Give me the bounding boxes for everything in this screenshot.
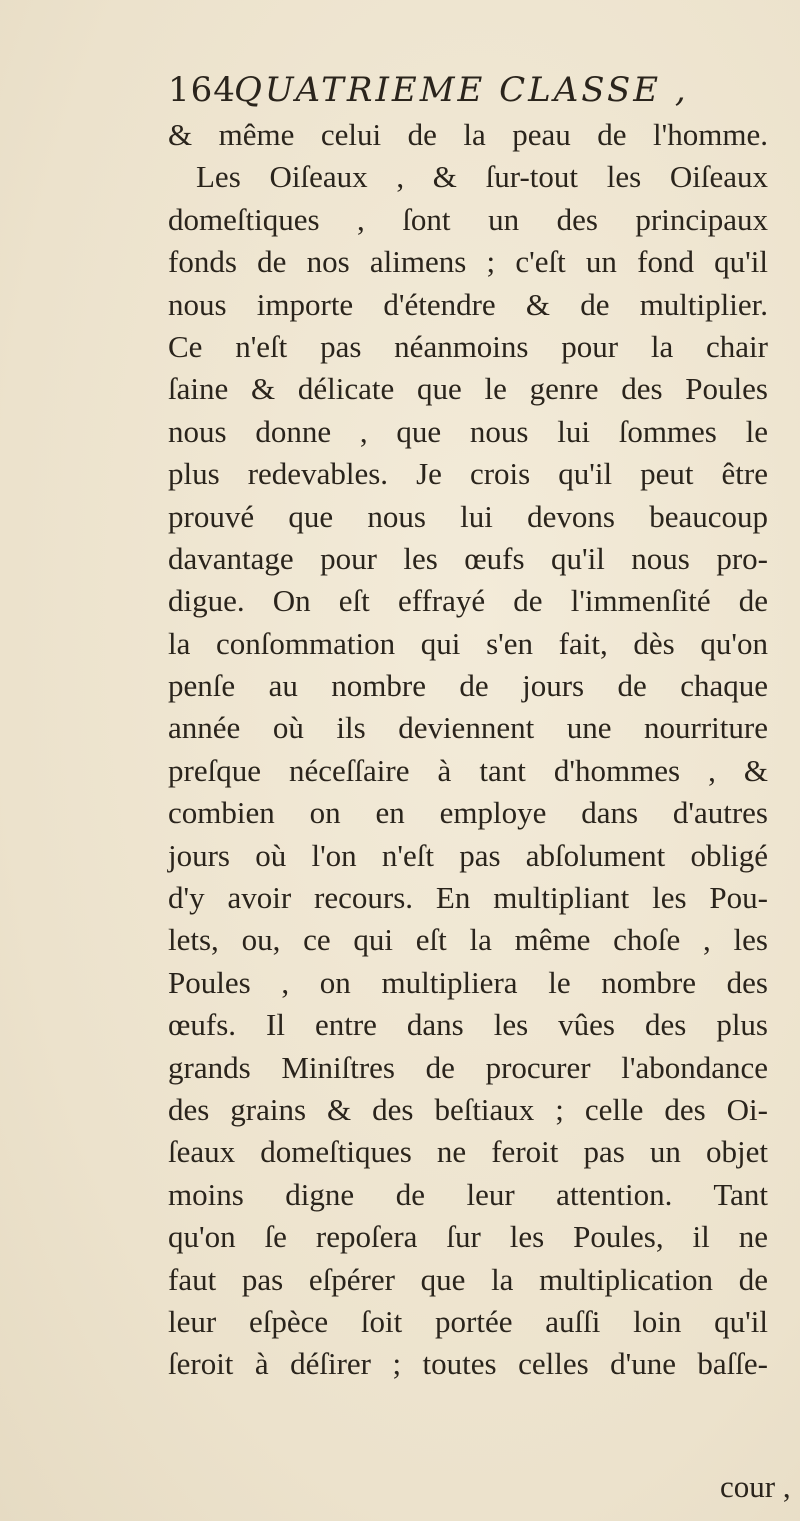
text-line: plus redevables. Je crois qu'il peut être bbox=[168, 456, 768, 492]
text-line: Ce n'eſt pas néanmoins pour la chair bbox=[168, 328, 768, 364]
page-header bbox=[168, 66, 768, 114]
body-text bbox=[168, 114, 768, 1386]
text-line: œufs. Il entre dans les vûes des plus bbox=[168, 1007, 768, 1043]
text-line: preſque néceſſaire à tant d'hommes , & bbox=[168, 752, 768, 788]
text-line: la conſommation qui s'en fait, dès qu'on bbox=[168, 625, 768, 661]
text-line: jours où l'on n'eſt pas abſolument obligé bbox=[168, 837, 768, 873]
text-line: année où ils deviennent une nourriture bbox=[168, 710, 768, 746]
text-line: grands Miniſtres de procurer l'abondance bbox=[168, 1049, 768, 1085]
text-line: ſeroit à déſirer ; toutes celles d'une baſſe- bbox=[168, 1346, 768, 1382]
running-title: QUATRIEME CLASSE , bbox=[234, 70, 689, 110]
text-line: Poules , on multipliera le nombre des bbox=[168, 964, 768, 1000]
text-line: d'y avoir recours. En multipliant les Pou- bbox=[168, 880, 768, 916]
text-line: davantage pour les œufs qu'il nous pro- bbox=[168, 540, 768, 576]
text-line: faut pas eſpérer que la multiplication de bbox=[168, 1261, 768, 1297]
catchword: cour , bbox=[720, 1469, 791, 1504]
text-line: lets, ou, ce qui eſt la même choſe , les bbox=[168, 922, 768, 958]
text-line: nous importe d'étendre & de multiplier. bbox=[168, 286, 768, 322]
text-line: qu'on ſe repoſera ſur les Poules, il ne bbox=[168, 1219, 768, 1255]
text-line: ſeaux domeſtiques ne feroit pas un objet bbox=[168, 1134, 768, 1170]
text-line: des grains & des beſtiaux ; celle des Oi- bbox=[168, 1091, 768, 1127]
page-number: 164 bbox=[168, 70, 236, 110]
text-line: combien on en employe dans d'autres bbox=[168, 795, 768, 831]
text-line: Les Oiſeaux , & ſur-tout les Oiſeaux bbox=[196, 159, 768, 195]
text-line: moins digne de leur attention. Tant bbox=[168, 1176, 768, 1212]
text-line: digue. On eſt effrayé de l'immenſité de bbox=[168, 583, 768, 619]
text-line: & même celui de la peau de l'homme. bbox=[168, 117, 768, 152]
text-line: leur eſpèce ſoit portée auſſi loin qu'il bbox=[168, 1303, 768, 1339]
text-line: prouvé que nous lui devons beaucoup bbox=[168, 498, 768, 534]
text-line: ſaine & délicate que le genre des Poules bbox=[168, 371, 768, 407]
text-line: nous donne , que nous lui ſommes le bbox=[168, 413, 768, 449]
text-line: domeſtiques , ſont un des principaux bbox=[168, 201, 768, 237]
text-line: penſe au nombre de jours de chaque bbox=[168, 668, 768, 704]
text-line: fonds de nos alimens ; c'eſt un fond qu'il bbox=[168, 244, 768, 280]
